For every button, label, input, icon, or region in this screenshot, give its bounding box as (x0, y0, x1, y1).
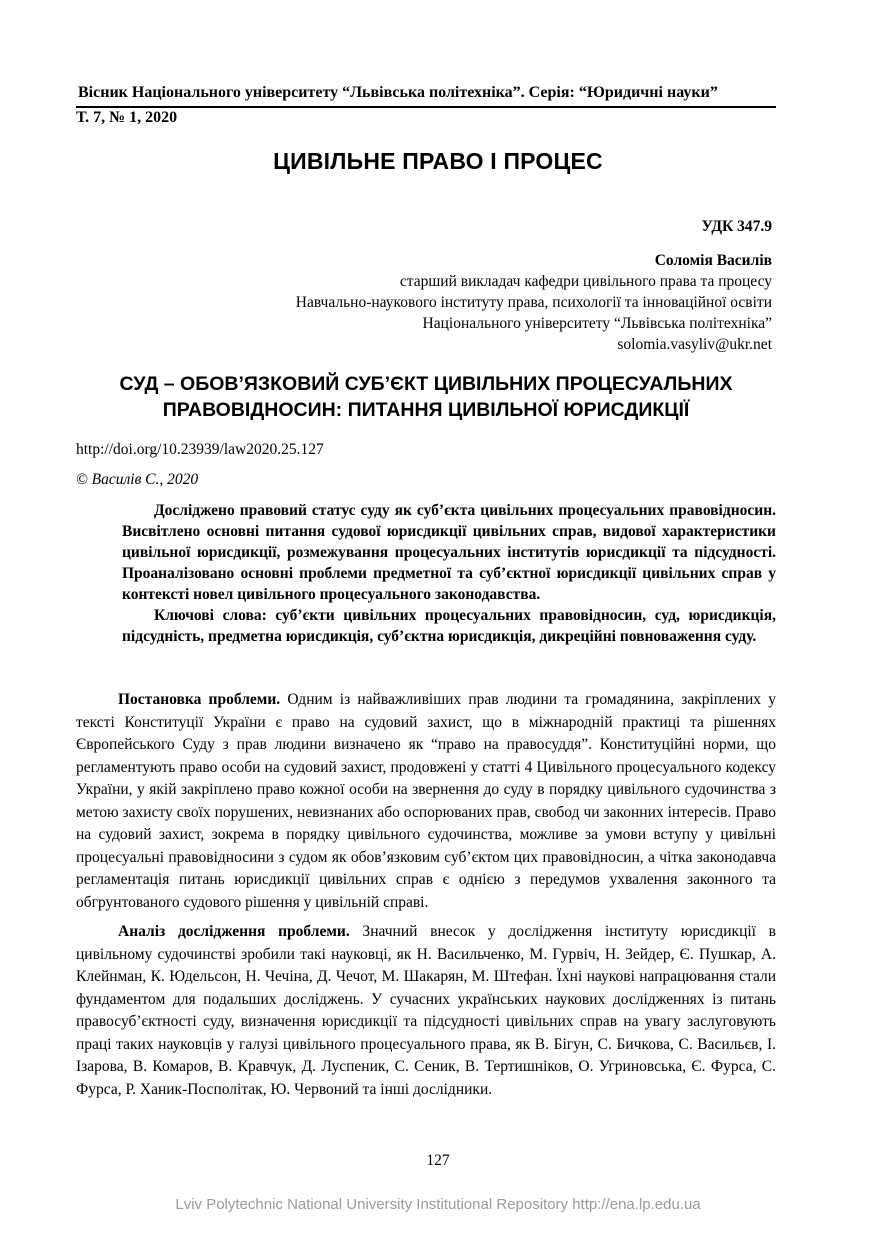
udk-code: УДК 347.9 (701, 218, 772, 235)
keywords: Ключові слова: субʼєкти цивільних процесуальних правовідносин, суд, юрисдикція, підсудність, предметна юрисдикція, субʼєктна юрисдикція, дикреційні повноваження суду. (122, 607, 776, 645)
doi-link[interactable]: http://doi.org/10.23939/law2020.25.127 (76, 441, 324, 458)
body-text (76, 689, 776, 1108)
author-position: старший викладач кафедри цивільного права та процесу (399, 273, 772, 290)
author-name: Соломія Василів (654, 252, 772, 269)
copyright: © Василів С., 2020 (76, 471, 199, 488)
author-block (72, 250, 772, 355)
paragraph-text: Значний внесок у дослідження інституту юрисдикції в цивільному судочинстві зробили такі науковці, як Н. Васильченко, М. Гурвіч, Н. Зейдер, Є. Пушкар, А. Клейнман, К. Юдельсон, Н. Чечіна, Д. Чечот, М. Шакарян, М. Штефан. Їхні наукові напрацювання стали фундаментом для подальших досліджень. У сучасних українських наукових дослідженнях із питань правосубʼєктності суду, визначення юрисдикції та підсудності цивільних справ на увагу заслуговують праці таких науковців у галузі цивільного процесуального права, як В. Бігун, С. Бичкова, С. Васильєв, І. Ізарова, В. Комаров, В. Кравчук, Д. Луспеник, С. Сеник, В. Тертишніков, О. Угриновська, Є. Фурса, С. Фурса, Р. Ханик-Посполітак, Ю. Червоний та інші дослідники. (76, 923, 776, 1098)
paper-title (76, 371, 776, 423)
header-rule (76, 106, 776, 108)
author-institute: Навчально-наукового інституту права, психології та інноваційної освіти (295, 294, 772, 311)
abstract-text: Досліджено правовий статус суду як субʼєкта цивільних процесуальних правовідносин. Висвітлено основні питання судової юрисдикції цивільних справ, видової характеристики цивільної юрисдикції, розмежування процесуальних інститутів юрисдикції та підсудності. Проаналізовано основні проблеми предметної та субʼєктної юрисдикції цивільних справ у контексті новел цивільного процесуального законодавства. (122, 502, 776, 603)
volume-info: Т. 7, № 1, 2020 (76, 109, 178, 126)
paper-title-line-2: ПРАВОВІДНОСИН: ПИТАННЯ ЦИВІЛЬНОЇ ЮРИСДИКЦІЇ (162, 399, 690, 421)
abstract (122, 500, 776, 647)
author-university: Національного університету “Львівська політехніка” (422, 315, 772, 332)
paragraph-analysis (76, 921, 776, 1101)
journal-header: Вісник Національного університету “Львівська політехніка”. Серія: “Юридичні науки” (78, 84, 718, 101)
paragraph-lead: Постановка проблеми. (118, 691, 281, 708)
paragraph-lead: Аналіз дослідження проблеми. (118, 923, 350, 940)
section-title: ЦИВІЛЬНЕ ПРАВО І ПРОЦЕС (273, 148, 603, 174)
author-email[interactable]: solomia.vasyliv@ukr.net (617, 336, 772, 353)
paper-title-line-1: СУД – ОБОВ’ЯЗКОВИЙ СУБ’ЄКТ ЦИВІЛЬНИХ ПРОЦЕСУАЛЬНИХ (119, 373, 733, 395)
repository-footer: Lviv Polytechnic National University Institutional Repository http://ena.lp.edu.ua (175, 1196, 701, 1213)
page-number: 127 (426, 1152, 450, 1169)
paragraph-problem-statement (76, 689, 776, 914)
paragraph-text: Одним із найважливіших прав людини та громадянина, закріплених у тексті Конституції України є право на судовий захист, що в міжнародній практиці та рішеннях Європейського Суду з прав людини визначено як “право на правосуддя”. Конституційні норми, що регламентують право особи на судовий захист, продовжені у статті 4 Цивільного процесуального кодексу України, у якій закріплено право кожної особи на звернення до суду в порядку цивільного судочинства з метою захисту своїх порушених, невизнаних або оспорюваних прав, свобод чи законних інтересів. Право на судовий захист, зокрема в порядку цивільного судочинства, можливе за умови вступу у цивільні процесуальні правовідносини з судом як обовʼязковим субʼєктом цих правовідносин, а чітка законодавча регламентація питань юрисдикції цивільних справ є однією з передумов ухвалення законного та обгрунтованого судового рішення у цивільній справі. (76, 691, 776, 911)
